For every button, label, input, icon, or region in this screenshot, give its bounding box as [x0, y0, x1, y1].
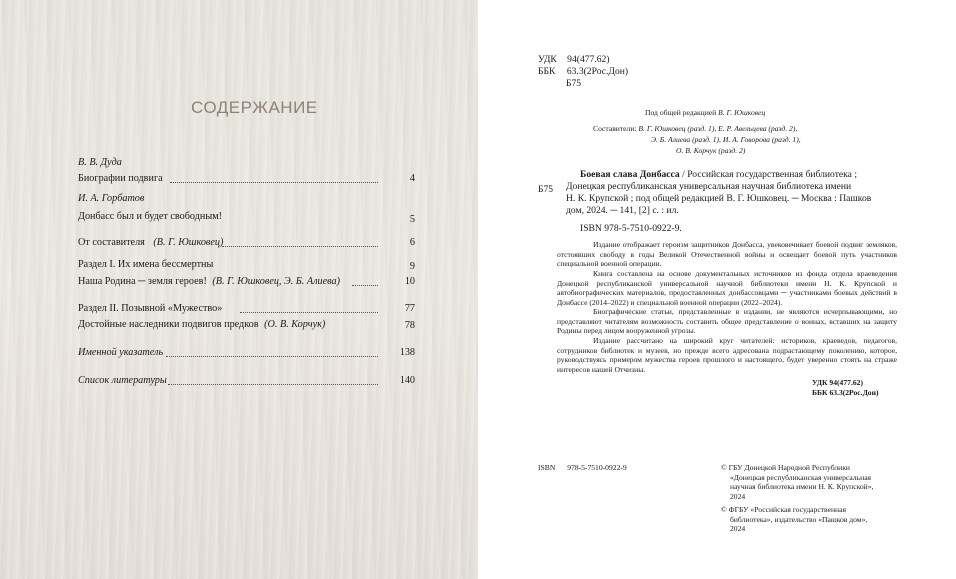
isbn-bottom — [538, 463, 627, 473]
toc-leader — [168, 384, 378, 385]
toc-entry-title: Биографии подвига — [78, 173, 163, 184]
bbk-bottom: ББК 63.3(2Рос.Дон) — [812, 388, 879, 397]
biblio-line-3: Н. К. Крупской ; под общей редакцией В. Г. Юшковец. ─ Москва : Пашков — [566, 193, 872, 204]
toc-entry-author: (В. Г. Юшковец, Э. Б. Алиева) — [212, 276, 341, 287]
abstract-paragraph: Биографические статьи, представленные в издании, не являются исчерпывающими, но представляют читателям возможность составить общее представление о воинах, вставших на защиту Родины перед лицом вооруженной угрозы. — [557, 307, 897, 336]
copyright-2 — [721, 505, 867, 534]
toc-page-number: 77 — [404, 303, 415, 314]
toc-author: И. А. Горбатов — [78, 193, 145, 204]
udk-value: 94(477.62) — [567, 54, 610, 65]
toc-entry — [78, 319, 325, 330]
toc-page-number: 138 — [399, 347, 415, 358]
isbn-line: ISBN 978-5-7510-0922-9. — [580, 223, 682, 234]
editor-name: В. Г. Юшковец — [718, 108, 766, 117]
author-sign: Б75 — [566, 78, 582, 89]
toc-entry-title: Список литературы — [78, 375, 167, 386]
biblio-title: Боевая слава Донбасса — [580, 169, 680, 180]
bbk-line — [538, 66, 628, 77]
toc-title: СОДЕРЖАНИЕ — [191, 98, 318, 117]
copyright-line: © ГБУ Донецкой Народной Республики — [721, 463, 850, 472]
toc-entry-title: Донбасс был и будет свободным! — [78, 211, 223, 222]
udk-bottom: УДК 94(477.62) — [812, 378, 863, 387]
abstract-paragraph: Издание рассчитано на широкий круг читателей: историков, краеведов, педагогов, сотрудников библиотек и музеев, но прежде всего адресована подрастающему поколению, которое, руководствуясь примером мужества героев прошлого и настоящего, будет уверенно стоять на страже интересов нашей Отчизны. — [557, 336, 897, 374]
toc-entry-title: От составителя — [78, 237, 145, 248]
bbk-value: 63.3(2Рос.Дон) — [566, 66, 629, 77]
toc-entry-title: Наша Родина ─ земля героев! — [78, 276, 207, 287]
copyright-line: научная библиотека имени Н. К. Крупской», — [730, 482, 874, 492]
biblio-sign: Б75 — [538, 184, 554, 195]
toc-leader — [240, 312, 378, 313]
toc-page-number: 9 — [409, 261, 415, 272]
editor-line — [645, 108, 765, 118]
isbn-bottom-label: ISBN — [538, 463, 556, 472]
toc-entry — [78, 237, 223, 248]
toc-entry-title: Достойные наследники подвигов предков — [78, 319, 259, 330]
abstract-paragraph: Издание отображает героизм защитников Донбасса, увековечивает боевой подвиг земляков, отстоявших свободу в годы Великой Отечественной войны и освещает боевой путь участников специальной военной операции. — [557, 240, 897, 269]
toc-leader — [222, 246, 378, 247]
bbk-label: ББК — [538, 66, 556, 77]
copyright-line: «Донецкая республиканская универсальная — [730, 472, 872, 482]
biblio-line-2: Донецкая республиканская универсальная научная библиотека имени — [566, 181, 852, 192]
toc-entry-author: (О. В. Корчук) — [264, 319, 326, 330]
toc-page-number: 10 — [404, 276, 415, 287]
copyright-line: 2024 — [730, 524, 746, 534]
toc-page-number: 6 — [409, 237, 415, 248]
toc-page-number: 78 — [404, 320, 415, 331]
copyright-line: © ФГБУ «Российская государственная — [721, 505, 846, 514]
biblio-line-4: дом, 2024. ─ 141, [2] с. : ил. — [566, 205, 679, 216]
compilers-label: Составители: — [593, 124, 637, 133]
biblio-rest: / Российская государственная библиотека ; — [679, 169, 858, 180]
toc-entry — [78, 276, 340, 287]
biblio-line-1 — [580, 169, 857, 180]
compilers-line-1 — [593, 124, 797, 134]
toc-page-number: 140 — [399, 375, 415, 386]
toc-leader — [170, 182, 378, 183]
editor-prefix: Под общей редакцией — [645, 108, 717, 117]
toc-entry-title: Раздел II. Позывной «Мужество» — [78, 303, 223, 314]
toc-author: В. В. Дуда — [78, 157, 122, 168]
copyright-line: библиотека», издательство «Пашков дом», — [730, 514, 868, 524]
compilers-line-3: О. В. Корчук (разд. 2) — [676, 146, 746, 155]
udk-line — [538, 54, 610, 65]
toc-entry-title: Именной указатель — [78, 347, 164, 358]
toc-leader — [166, 356, 378, 357]
copyright-1 — [721, 463, 873, 501]
udk-label: УДК — [538, 54, 557, 65]
toc-entry-author: (В. Г. Юшковец) — [153, 237, 224, 248]
copyright-line: 2024 — [730, 491, 746, 501]
abstract-paragraph: Книга составлена на основе документальных источников из фонда отдела краеведения Донецкой республиканской универсальной научной библиотеки имени Н. К. Крупской и автобиографических материалов, предоставленных донбассовцами ─ участниками боевых действий в Донбассе (2014–2022) и специальной военной операции (2022–2024). — [557, 269, 897, 307]
compilers-names: В. Г. Юшковец (разд. 1), Е. Р. Авельцева (разд. 2), — [638, 124, 798, 133]
toc-page-number: 5 — [409, 214, 415, 225]
isbn-bottom-value: 978-5-7510-0922-9 — [567, 463, 627, 472]
toc-entry-title: Раздел I. Их имена бессмертны — [78, 259, 214, 270]
toc-page-number: 4 — [409, 173, 415, 184]
compilers-line-2: Э. Б. Алиева (разд. 1), И. А. Говорова (разд. 1), — [651, 135, 801, 144]
